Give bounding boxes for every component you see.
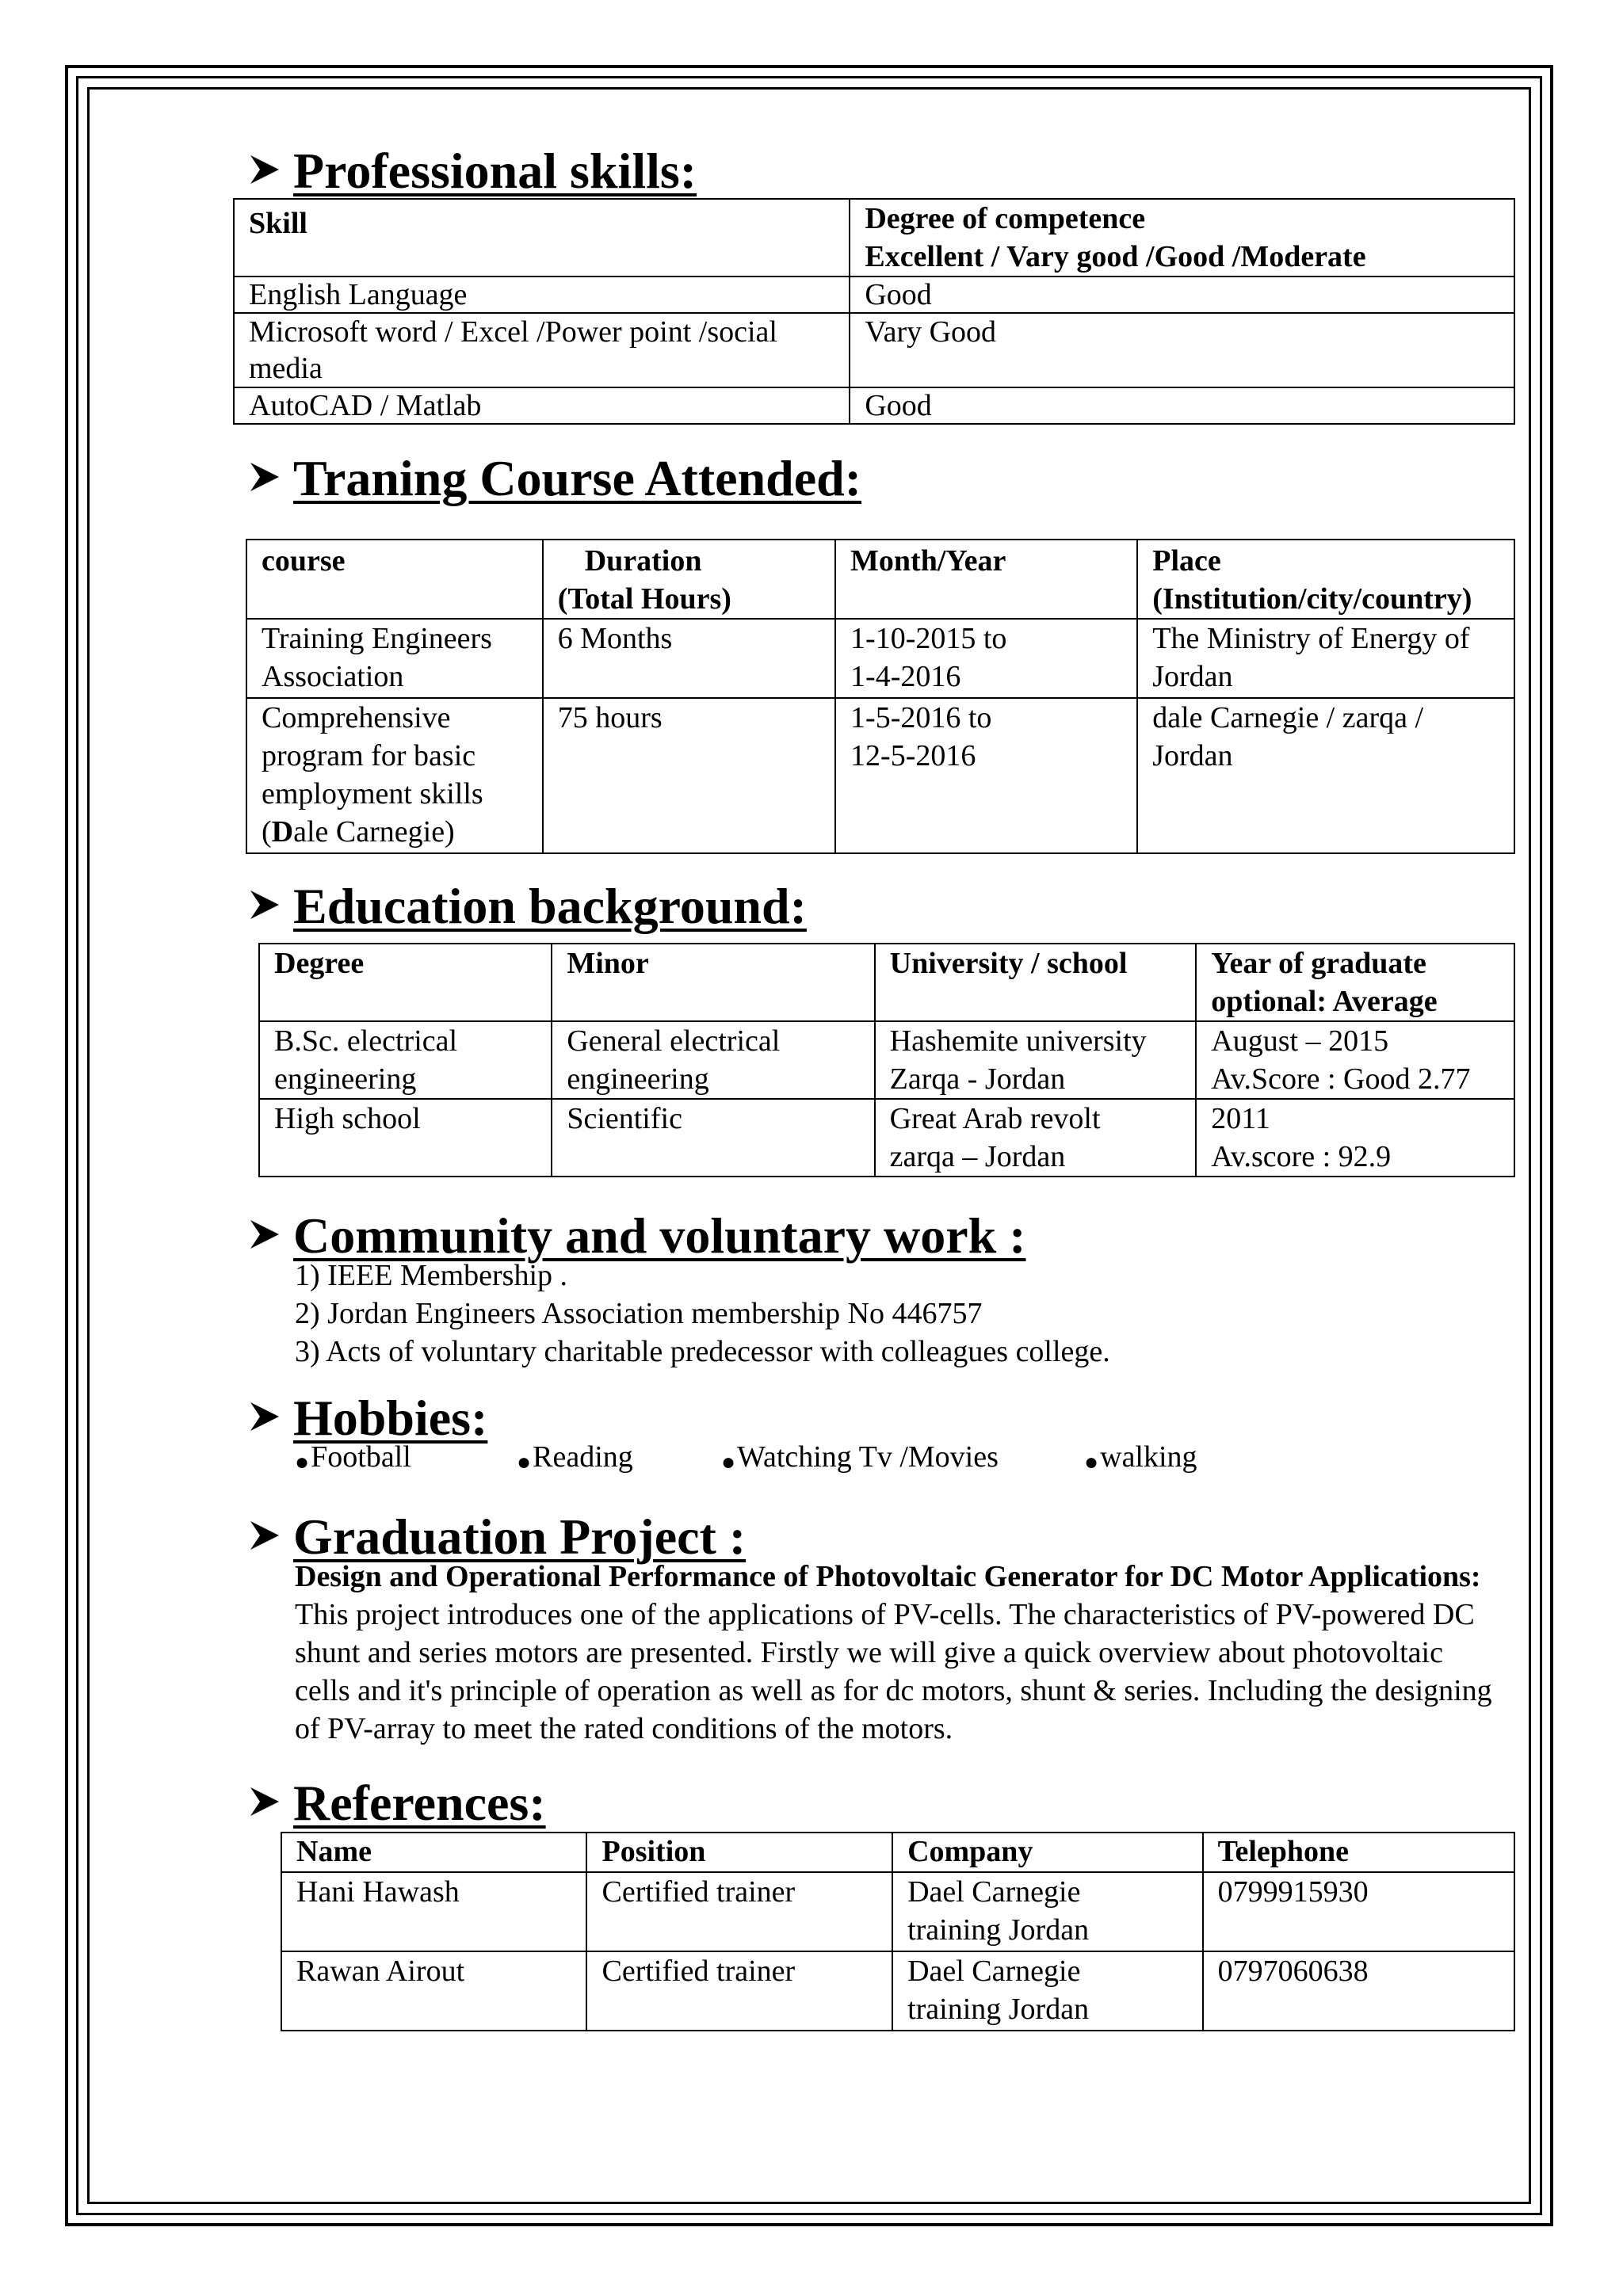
training-table bbox=[246, 539, 1515, 854]
year-cell: August – 2015 Av.Score : Good 2.77 bbox=[1196, 1021, 1514, 1099]
place-cell: dale Carnegie / zarqa / Jordan bbox=[1137, 698, 1514, 853]
position-cell: Certified trainer bbox=[586, 1951, 892, 2031]
header-cell: Month/Year bbox=[835, 540, 1137, 619]
table-row bbox=[246, 698, 1514, 853]
heading-text: Graduation Project : bbox=[293, 1508, 747, 1565]
date-cell: 1-5-2016 to 12-5-2016 bbox=[835, 698, 1137, 853]
company-cell: Dael Carnegie training Jordan bbox=[892, 1951, 1203, 2031]
skills-table bbox=[233, 198, 1515, 425]
arrow-bullet-icon bbox=[247, 1784, 282, 1819]
section-heading-education bbox=[247, 868, 807, 932]
heading-text: Traning Course Attended: bbox=[293, 450, 862, 506]
position-cell: Certified trainer bbox=[586, 1872, 892, 1951]
header-cell: Telephone bbox=[1203, 1833, 1514, 1872]
header-cell: Place (Institution/city/country) bbox=[1137, 540, 1514, 619]
references-table bbox=[281, 1832, 1515, 2031]
name-cell: Hani Hawash bbox=[281, 1872, 586, 1951]
table-header-row bbox=[246, 540, 1514, 619]
header-cell: Minor bbox=[552, 944, 874, 1021]
duration-cell: 6 Months bbox=[543, 619, 835, 698]
heading-text: Education background: bbox=[293, 878, 807, 934]
header-cell: course bbox=[246, 540, 543, 619]
header-cell: Skill bbox=[234, 199, 850, 277]
university-cell: Great Arab revolt zarqa – Jordan bbox=[875, 1099, 1197, 1177]
section-heading-training bbox=[247, 441, 861, 504]
table-row bbox=[234, 277, 1514, 313]
arrow-bullet-icon bbox=[247, 1217, 282, 1252]
course-cell: Comprehensive program for basic employment skills (Dale Carnegie) bbox=[246, 698, 543, 853]
place-cell: The Ministry of Energy of Jordan bbox=[1137, 619, 1514, 698]
telephone-cell: 0797060638 bbox=[1203, 1951, 1514, 2031]
heading-text: Hobbies: bbox=[293, 1390, 488, 1446]
table-row bbox=[234, 313, 1514, 387]
company-cell: Dael Carnegie training Jordan bbox=[892, 1872, 1203, 1951]
arrow-bullet-icon bbox=[247, 460, 282, 494]
minor-cell: Scientific bbox=[552, 1099, 874, 1177]
project-body: This project introduces one of the applications of PV-cells. The characteristics of PV-powered DC shunt and series motors are presented. Firstly we will give a quick overview about photovoltaic cells and it's principle of operation as well as for dc motors, shunt & series. Including the designing of PV-array to meet the rated conditions of the motors. bbox=[295, 1598, 1492, 1745]
header-cell: Company bbox=[892, 1833, 1203, 1872]
skill-cell: English Language bbox=[234, 277, 850, 313]
project-description bbox=[295, 1558, 1499, 1748]
arrow-bullet-icon bbox=[247, 1518, 282, 1553]
level-cell: Good bbox=[850, 277, 1514, 313]
table-header-row bbox=[234, 199, 1514, 277]
date-cell: 1-10-2015 to 1-4-2016 bbox=[835, 619, 1137, 698]
skill-cell: AutoCAD / Matlab bbox=[234, 387, 850, 424]
hobby-item: ●Reading bbox=[517, 1440, 633, 1475]
year-cell: 2011 Av.score : 92.9 bbox=[1196, 1099, 1514, 1177]
level-cell: Good bbox=[850, 387, 1514, 424]
hobby-item: ●Football bbox=[295, 1440, 411, 1475]
level-cell: Vary Good bbox=[850, 313, 1514, 387]
table-row bbox=[259, 1021, 1514, 1099]
bullet-icon: ● bbox=[721, 1449, 736, 1475]
degree-cell: B.Sc. electrical engineering bbox=[259, 1021, 552, 1099]
minor-cell: General electrical engineering bbox=[552, 1021, 874, 1099]
bullet-icon: ● bbox=[295, 1449, 310, 1475]
arrow-bullet-icon bbox=[247, 887, 282, 922]
header-cell: Duration (Total Hours) bbox=[543, 540, 835, 619]
education-table bbox=[258, 943, 1515, 1177]
community-item: 1) IEEE Membership . bbox=[295, 1259, 568, 1292]
table-row bbox=[281, 1872, 1514, 1951]
degree-cell: High school bbox=[259, 1099, 552, 1177]
header-cell: Degree of competence Excellent / Vary good /Good /Moderate bbox=[850, 199, 1514, 277]
table-row bbox=[281, 1951, 1514, 2031]
bullet-icon: ● bbox=[517, 1449, 532, 1475]
header-cell: University / school bbox=[875, 944, 1197, 1021]
table-row bbox=[246, 619, 1514, 698]
table-row bbox=[259, 1099, 1514, 1177]
header-cell: Name bbox=[281, 1833, 586, 1872]
header-cell: Year of graduate optional: Average bbox=[1196, 944, 1514, 1021]
name-cell: Rawan Airout bbox=[281, 1951, 586, 2031]
course-cell: Training Engineers Association bbox=[246, 619, 543, 698]
heading-text: References: bbox=[293, 1775, 546, 1831]
table-header-row bbox=[281, 1833, 1514, 1872]
bullet-icon: ● bbox=[1084, 1449, 1099, 1475]
skill-cell: Microsoft word / Excel /Power point /social media bbox=[234, 313, 850, 387]
header-cell: Position bbox=[586, 1833, 892, 1872]
table-header-row bbox=[259, 944, 1514, 1021]
section-heading-community bbox=[247, 1198, 1026, 1264]
section-heading-skills bbox=[247, 133, 697, 199]
section-heading-references bbox=[247, 1765, 546, 1829]
section-heading-hobbies bbox=[247, 1380, 487, 1444]
section-heading-project bbox=[247, 1499, 747, 1565]
header-cell: Degree bbox=[259, 944, 552, 1021]
duration-cell: 75 hours bbox=[543, 698, 835, 853]
arrow-bullet-icon bbox=[247, 152, 282, 187]
telephone-cell: 0799915930 bbox=[1203, 1872, 1514, 1951]
community-item: 3) Acts of voluntary charitable predecessor with colleagues college. bbox=[295, 1335, 1110, 1368]
hobby-item: ●Watching Tv /Movies bbox=[721, 1440, 999, 1475]
heading-text: Professional skills: bbox=[293, 143, 697, 199]
table-row bbox=[234, 387, 1514, 424]
heading-text: Community and voluntary work : bbox=[293, 1207, 1026, 1264]
university-cell: Hashemite university Zarqa - Jordan bbox=[875, 1021, 1197, 1099]
community-item: 2) Jordan Engineers Association membership No 446757 bbox=[295, 1297, 983, 1330]
hobby-item: ●walking bbox=[1084, 1440, 1197, 1475]
project-title: Design and Operational Performance of Photovoltaic Generator for DC Motor Applications: bbox=[295, 1560, 1481, 1593]
arrow-bullet-icon bbox=[247, 1399, 282, 1434]
